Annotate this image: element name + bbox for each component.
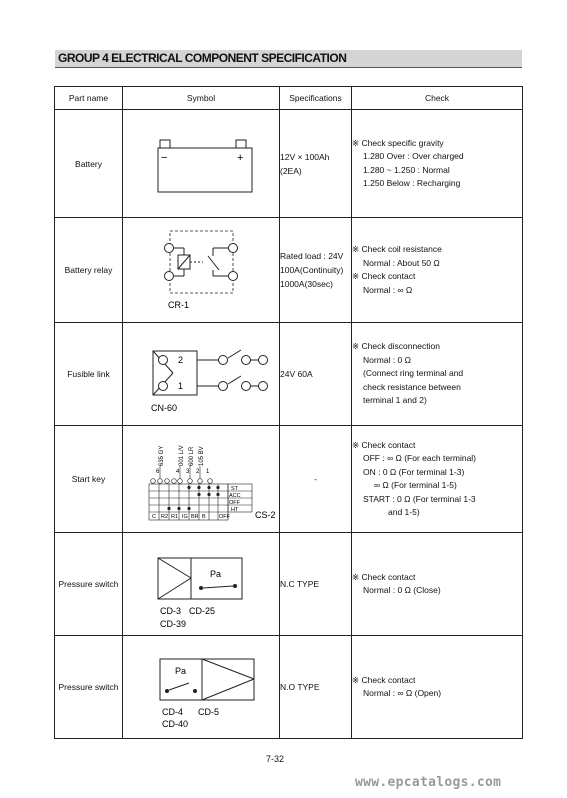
symbol-cell [123, 218, 280, 323]
switch-code-label: CD-25 [189, 606, 216, 616]
symbol-cell [123, 110, 280, 218]
spec-line: Rated load : 24V [280, 251, 344, 261]
part-name: Fusible link [55, 323, 123, 426]
check-cell [352, 218, 523, 323]
spec-line: N.O TYPE [280, 682, 320, 692]
terminal-2-label: 2 [178, 355, 184, 365]
switch-code-label: CD-40 [162, 719, 189, 729]
spec-line: 100A(Continuity) [280, 265, 344, 275]
battery-relay-symbol-icon [123, 218, 280, 323]
contact-label: R2 [161, 514, 169, 520]
position-label: OFF [229, 500, 240, 506]
check-line: Normal : 0 Ω (Close) [363, 585, 441, 595]
pressure-label: Pa [210, 569, 222, 579]
spec-cell [280, 533, 352, 636]
position-labels [229, 486, 241, 513]
symbol-cell [123, 426, 280, 533]
wire-label: 105 BV [199, 446, 205, 466]
check-cell [352, 636, 523, 739]
spec-line: 1000A(30sec) [280, 279, 333, 289]
terminal-label: 1 [206, 469, 210, 475]
col-header-check: Check [352, 87, 523, 110]
check-line: 1.280 ~ 1.250 : Normal [363, 164, 450, 175]
col-header-specifications: Specifications [280, 87, 352, 110]
switch-code-label: CD-39 [160, 619, 187, 629]
table-row [55, 323, 523, 426]
wire-label: 600 LR [189, 446, 195, 466]
check-line: ※ Check disconnection [352, 341, 440, 352]
pressure-switch-nc-symbol-icon [123, 533, 280, 636]
part-name: Start key [55, 426, 123, 533]
check-line: ※ Check contact [352, 674, 416, 685]
contact-label: OFF [219, 514, 230, 520]
spec-cell [280, 636, 352, 739]
fusible-link-symbol-icon [123, 323, 280, 426]
part-name: Battery relay [55, 218, 123, 323]
table-row [55, 218, 523, 323]
check-cell [352, 110, 523, 218]
switch-code-label: CD-4 [162, 707, 184, 717]
symbol-cell [123, 533, 280, 636]
fusible-code-label: CN-60 [151, 403, 178, 413]
contact-label: C [152, 514, 156, 520]
check-line: ※ Check specific gravity [352, 137, 444, 148]
symbol-cell [123, 323, 280, 426]
check-cell [352, 426, 523, 533]
check-line: ON : 0 Ω (For terminal 1-3) [363, 466, 465, 477]
terminal-number-labels [156, 469, 210, 475]
pressure-label: Pa [175, 666, 187, 676]
check-line: ※ Check contact [352, 439, 416, 450]
terminal-label: 3 [186, 469, 190, 475]
relay-code-label: CR-1 [168, 300, 190, 310]
part-name: Pressure switch [55, 636, 123, 739]
start-key-code-label: CS-2 [255, 510, 276, 520]
battery-plus-label: + [237, 152, 244, 164]
title-bar [55, 50, 522, 68]
check-line: and 1-5) [388, 507, 420, 517]
contact-labels [152, 514, 231, 520]
check-line: OFF : ∞ Ω (For each terminal) [363, 453, 477, 463]
col-header-part-name: Part name [55, 87, 123, 110]
part-name: Pressure switch [55, 533, 123, 636]
contact-label: B [202, 514, 206, 520]
spec-line: 12V × 100Ah [280, 151, 330, 162]
check-line: Normal : ∞ Ω [363, 284, 413, 295]
table-row [55, 636, 523, 739]
check-line: ∞ Ω (For terminal 1-5) [374, 480, 457, 490]
wire-labels [159, 445, 205, 466]
start-key-symbol-icon [123, 426, 280, 533]
switch-code-label: CD-5 [198, 707, 220, 717]
col-header-symbol: Symbol [123, 87, 280, 110]
wire-label: 001 L/V [179, 445, 185, 466]
watermark: www.epcatalogs.com [355, 775, 502, 790]
table-row [55, 426, 523, 533]
page-title: GROUP 4 ELECTRICAL COMPONENT SPECIFICATION [58, 51, 347, 65]
contact-label: BR [191, 514, 199, 520]
check-line: 1.280 Over : Over charged [363, 151, 464, 161]
terminal-1-label: 1 [178, 381, 184, 391]
spec-line: - [314, 474, 317, 484]
component-spec-table [54, 86, 523, 739]
check-line: (Connect ring terminal and [363, 368, 464, 379]
part-name: Battery [55, 110, 123, 218]
check-line: check resistance between [363, 381, 461, 392]
check-line: terminal 1 and 2) [363, 395, 427, 406]
spec-line: (2EA) [280, 165, 302, 176]
battery-minus-label: − [161, 152, 168, 164]
page-number: 7-32 [266, 754, 285, 764]
check-line: ※ Check coil resistance [352, 244, 442, 254]
check-line: START : 0 Ω (For terminal 1-3 [363, 493, 476, 504]
terminal-label: 4 [176, 469, 180, 475]
contact-label: R1 [171, 514, 179, 520]
switch-code-label: CD-3 [160, 606, 182, 616]
check-line: Normal : 0 Ω [363, 354, 411, 365]
table-header-row [55, 87, 523, 110]
table-row [55, 533, 523, 636]
terminal-label: 2 [196, 469, 200, 475]
pressure-switch-no-symbol-icon [123, 636, 280, 739]
terminal-label: 6 [156, 469, 160, 475]
position-label: ACC [229, 493, 241, 499]
battery-symbol-icon [123, 110, 280, 218]
check-line: ※ Check contact [352, 571, 416, 582]
wire-label: 635 GY [159, 445, 165, 466]
check-line: 1.250 Below : Recharging [363, 178, 461, 188]
check-cell [352, 323, 523, 426]
check-line: Normal : About 50 Ω [363, 257, 440, 268]
table-row [55, 110, 523, 218]
spec-cell [280, 218, 352, 323]
check-line: ※ Check contact [352, 271, 416, 281]
spec-line: N.C TYPE [280, 579, 320, 589]
contact-label: IG [182, 514, 188, 520]
check-cell [352, 533, 523, 636]
spec-line: 24V 60A [280, 369, 313, 379]
position-label: ST [231, 486, 239, 492]
symbol-cell [123, 636, 280, 739]
check-line: Normal : ∞ Ω (Open) [363, 688, 442, 698]
spec-cell [280, 323, 352, 426]
spec-cell [280, 426, 352, 533]
spec-cell [280, 110, 352, 218]
position-label: HT [231, 507, 239, 513]
